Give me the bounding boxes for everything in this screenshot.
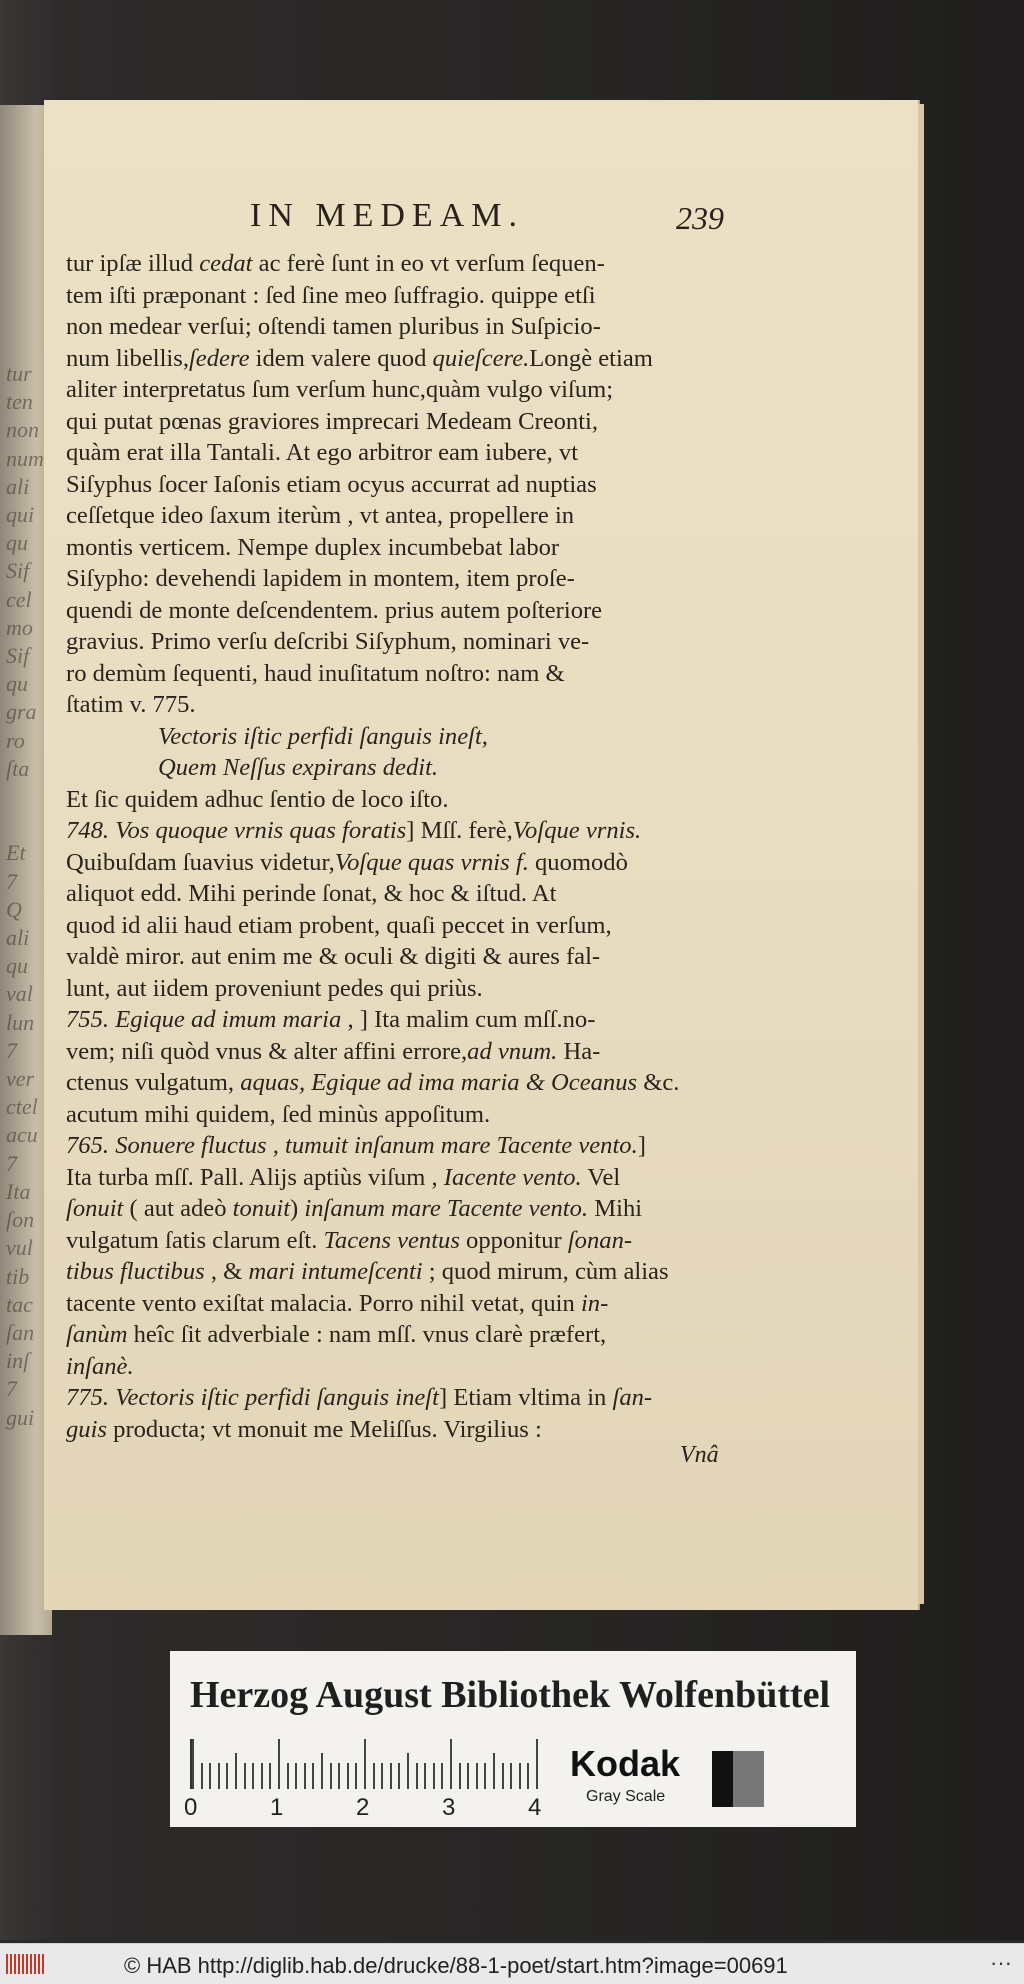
ruler-tick <box>244 1763 246 1789</box>
body-text <box>66 248 730 1445</box>
ruler-tick <box>519 1763 521 1789</box>
ruler-tick <box>261 1763 263 1789</box>
text-line <box>66 1414 730 1446</box>
text-run: vem; niſi quòd vnus & alter affini errore, <box>66 1037 468 1065</box>
ruler-tick <box>467 1763 469 1789</box>
text-run: opponitur <box>459 1226 568 1254</box>
ruler-number: 2 <box>356 1794 370 1821</box>
prev-line: acu <box>6 1122 38 1148</box>
text-run: Longè etiam <box>529 344 653 372</box>
prev-line: Sif <box>6 643 30 669</box>
text-line <box>66 311 730 343</box>
text-line <box>66 1351 730 1383</box>
text-line <box>66 1130 730 1162</box>
text-run: tem iſti præponant : ſed ſine meo ſuffragio. quippe etſi <box>66 281 596 309</box>
ruler-tick <box>433 1763 435 1789</box>
text-line <box>66 595 730 627</box>
text-run: inſanè. <box>66 1352 134 1380</box>
text-run: ſonuit <box>66 1195 124 1222</box>
text-run: Vel <box>581 1163 621 1191</box>
gray-swatch <box>712 1751 764 1807</box>
text-run: ] <box>637 1132 646 1159</box>
text-line <box>66 374 730 406</box>
text-run: 765. Sonuere fluctus , tumuit inſanum mare Tacente vento. <box>66 1132 638 1159</box>
text-run: ; quod mirum, cùm alias <box>422 1258 669 1285</box>
ruler-tick <box>459 1763 461 1789</box>
ruler-tick <box>235 1753 237 1789</box>
text-run: &c. <box>637 1069 680 1096</box>
hab-logo-icon <box>6 1954 46 1974</box>
ruler-tick <box>502 1763 504 1789</box>
ruler-tick <box>493 1753 495 1789</box>
ruler-tick <box>416 1763 418 1789</box>
ruler-tick <box>390 1763 392 1789</box>
text-run: aquas, Egique ad ima maria & Oceanus <box>240 1069 638 1096</box>
text-run: quod id alii haud etiam probent, quaſi peccet in verſum, <box>66 911 612 939</box>
ruler-tick <box>398 1763 400 1789</box>
prev-line: non <box>6 417 39 443</box>
ruler-tick <box>330 1763 332 1789</box>
prev-line: qu <box>6 671 28 697</box>
text-run: lunt, aut iidem proveniunt pedes qui priùs. <box>66 974 483 1002</box>
text-run: inſanum mare Tacente vento. <box>304 1195 589 1222</box>
text-run: 748. Vos quoque vrnis quas foratis <box>66 817 407 844</box>
text-run: guis <box>66 1415 107 1443</box>
text-line <box>66 1288 730 1320</box>
text-line <box>66 689 730 721</box>
text-run: aliter interpretatus ſum verſum hunc,quàm vulgo viſum; <box>66 376 614 403</box>
text-line <box>66 1225 730 1257</box>
text-run: Ita turba mſſ. Pall. Alijs aptiùs viſum , <box>66 1163 444 1191</box>
prev-line: ver <box>6 1066 35 1092</box>
ruler-tick <box>364 1739 366 1789</box>
ruler-tick <box>441 1763 443 1789</box>
text-line <box>66 941 730 973</box>
text-line <box>66 878 730 910</box>
prev-line: tur <box>6 361 32 386</box>
ruler-number: 4 <box>528 1794 542 1821</box>
ruler-tick <box>536 1739 538 1789</box>
ruler-tick <box>450 1739 452 1789</box>
text-line <box>66 532 730 564</box>
text-run: Voſque vrnis. <box>512 817 642 844</box>
text-run: cedat <box>199 250 253 277</box>
text-line <box>66 721 730 753</box>
gray-scale-label: Gray Scale <box>586 1788 666 1805</box>
prev-line: 7 <box>6 868 17 894</box>
ruler-tick <box>381 1763 383 1789</box>
ruler-tick <box>510 1763 512 1789</box>
prev-line: num <box>6 445 44 471</box>
prev-line: cel <box>6 586 32 612</box>
text-run: ac ferè ſunt in eo vt verſum ſequen- <box>252 250 605 277</box>
text-run: ro demùm ſequenti, haud inuſitatum noſtro: nam & <box>66 659 565 687</box>
footer-bar <box>0 1943 1024 1984</box>
text-line <box>66 752 730 784</box>
ruler-tick <box>295 1763 297 1789</box>
ruler-tick <box>476 1763 478 1789</box>
prev-line: ten <box>6 389 33 415</box>
prev-line: qui <box>6 502 35 528</box>
text-line <box>66 406 730 438</box>
running-head: IN MEDEAM. <box>250 197 524 234</box>
text-line <box>66 1256 730 1288</box>
prev-line: Q <box>6 896 22 922</box>
text-run: producta; vt monuit me Meliſſus. Virgilius : <box>107 1415 542 1443</box>
prev-line <box>6 783 48 811</box>
prev-line: vul <box>6 1235 33 1261</box>
prev-line: ali <box>6 925 30 951</box>
ruler-number: 1 <box>270 1794 284 1821</box>
kodak-logo: Kodak <box>570 1743 681 1784</box>
prev-line: gui <box>6 1404 35 1430</box>
prev-line: 7 <box>6 1376 17 1402</box>
text-run: ad vnum. <box>467 1037 558 1065</box>
prev-line: gra <box>6 699 37 725</box>
prev-line: ali <box>6 473 30 499</box>
text-run: Quibuſdam ſuavius videtur, <box>66 848 335 876</box>
prev-line: qu <box>6 530 28 556</box>
text-line <box>66 563 730 595</box>
text-run: Et ſic quidem adhuc ſentio de loco iſto. <box>66 785 449 813</box>
ruler-scale <box>190 1739 552 1789</box>
text-line <box>66 1067 730 1099</box>
ruler-tick <box>347 1763 349 1789</box>
text-run: acutum mihi quidem, ſed minùs appoſitum. <box>66 1100 491 1128</box>
prev-line <box>6 811 48 839</box>
text-line <box>66 1319 730 1351</box>
text-line <box>66 437 730 469</box>
ruler-tick <box>484 1763 486 1789</box>
text-run: aliquot edd. Mihi perinde ſonat, & hoc & iſtud. At <box>66 880 557 907</box>
text-run: ] Etiam vltima in <box>438 1384 613 1411</box>
text-run: ſedere <box>188 344 250 372</box>
text-run: Quem Neſſus expirans dedit. <box>158 754 439 781</box>
text-line <box>66 847 730 879</box>
ruler-tick <box>338 1763 340 1789</box>
more-icon[interactable]: ··· <box>990 1950 1012 1975</box>
text-run: ( aut adeò <box>123 1195 233 1222</box>
color-target-card <box>170 1651 856 1827</box>
prev-line: mo <box>6 614 33 640</box>
ruler-tick <box>278 1739 280 1789</box>
text-run: , & <box>204 1258 249 1285</box>
text-run: , ] Ita malim cum mſſ.no- <box>341 1006 596 1033</box>
prev-line: ſan <box>6 1319 35 1345</box>
library-name: Herzog August Bibliothek Wolfenbüttel <box>190 1674 831 1716</box>
text-run: ] Mſſ. ferè, <box>406 817 513 844</box>
text-run: Siſyphus ſocer Iaſonis etiam ocyus accurrat ad nuptias <box>66 470 597 498</box>
text-run: quendi de monte deſcendentem. prius autem poſteriore <box>66 596 603 624</box>
text-line <box>66 343 730 375</box>
ruler-tick <box>252 1763 254 1789</box>
text-line <box>66 784 730 816</box>
text-run: Siſypho: devehendi lapidem in montem, item proſe- <box>66 565 575 592</box>
ruler-tick <box>355 1763 357 1789</box>
prev-line: 7 <box>6 1037 17 1063</box>
text-run: tibus fluctibus <box>66 1258 205 1285</box>
page-number: 239 <box>676 200 724 236</box>
text-run: tonuit <box>232 1195 291 1222</box>
text-line <box>66 658 730 690</box>
prev-line: tib <box>6 1263 30 1289</box>
text-line <box>66 1036 730 1068</box>
prev-line: ctel <box>6 1094 38 1120</box>
ruler-tick <box>287 1763 289 1789</box>
prev-line: inſ <box>6 1348 30 1374</box>
previous-page-text <box>6 360 48 1432</box>
ruler-tick <box>373 1763 375 1789</box>
text-line <box>66 1099 730 1131</box>
text-run: 755. Egique ad imum maria <box>66 1006 342 1033</box>
text-run: 775. Vectoris iſtic perfidi ſanguis ineſt <box>66 1384 439 1411</box>
text-line <box>66 1162 730 1194</box>
copyright-link[interactable]: © HAB http://diglib.hab.de/drucke/88-1-poet/start.htm?image=00691 <box>124 1953 788 1978</box>
ruler-tick <box>424 1763 426 1789</box>
text-line <box>66 1004 730 1036</box>
prev-line: ſta <box>6 755 30 781</box>
text-run: ſanùm <box>66 1321 128 1348</box>
text-run: tacente vento exiſtat malacia. Porro nihil vetat, quin <box>66 1289 581 1317</box>
ruler-tick <box>201 1763 203 1789</box>
text-run: quieſcere. <box>432 344 530 372</box>
text-run: quàm erat illa Tantali. At ego arbitror eam iubere, vt <box>66 439 579 466</box>
text-run: num libellis, <box>66 344 189 372</box>
text-line <box>66 248 730 280</box>
page-edge <box>918 104 924 1604</box>
text-run: montis verticem. Nempe duplex incumbebat labor <box>66 533 560 561</box>
text-run: in- <box>580 1289 609 1317</box>
text-run: heîc ſit adverbiale : nam mſſ. vnus clarè præfert, <box>127 1321 607 1348</box>
ruler-tick <box>226 1763 228 1789</box>
ruler-tick <box>209 1763 211 1789</box>
text-line <box>66 910 730 942</box>
prev-line: qu <box>6 953 28 979</box>
prev-line: val <box>6 981 33 1007</box>
text-line <box>66 280 730 312</box>
ruler-tick <box>321 1753 323 1789</box>
text-run: ſan- <box>612 1384 653 1411</box>
text-run: gravius. Primo verſu deſcribi Siſyphum, nominari ve- <box>66 628 590 655</box>
text-run: ctenus vulgatum, <box>66 1069 241 1096</box>
text-run: non medear verſui; oſtendi tamen pluribus in Suſpicio- <box>66 313 601 340</box>
text-line <box>66 626 730 658</box>
text-run: qui putat pœnas graviores imprecari Medeam Creonti, <box>66 407 599 435</box>
text-run: ) <box>290 1195 305 1222</box>
text-run: Tacens ventus <box>323 1226 460 1254</box>
prev-line: tac <box>6 1291 33 1317</box>
prev-line: ſon <box>6 1207 35 1233</box>
text-line <box>66 815 730 847</box>
text-run: ſtatim v. 775. <box>66 691 196 718</box>
ruler-tick <box>218 1763 220 1789</box>
text-run: Voſque quas vrnis f. <box>334 848 529 876</box>
text-line <box>66 973 730 1005</box>
prev-line: Et <box>6 840 26 866</box>
prev-line: ro <box>6 727 25 753</box>
text-line <box>66 500 730 532</box>
text-run: quomodò <box>528 848 628 876</box>
text-run: Mihi <box>588 1195 643 1222</box>
ruler-tick <box>312 1763 314 1789</box>
ruler-tick <box>304 1763 306 1789</box>
ruler-number: 3 <box>442 1794 456 1821</box>
text-line <box>66 1193 730 1225</box>
text-run: Iacente vento. <box>443 1163 582 1191</box>
ruler-number: 0 <box>184 1794 198 1821</box>
text-run: tur ipſæ illud <box>66 250 200 277</box>
prev-line: 7 <box>6 1150 17 1176</box>
text-line <box>66 469 730 501</box>
text-run: ſonan- <box>567 1226 633 1254</box>
text-line <box>66 1382 730 1414</box>
text-run: Vectoris iſtic perfidi ſanguis ineſt, <box>158 722 488 750</box>
text-run: vulgatum ſatis clarum eſt. <box>66 1226 324 1254</box>
catchword: Vnâ <box>680 1442 719 1468</box>
prev-line: lun <box>6 1009 35 1035</box>
text-run: mari intumeſcenti <box>248 1258 423 1285</box>
text-run: valdè miror. aut enim me & oculi & digiti & aures fal- <box>66 943 601 970</box>
ruler-tick <box>527 1763 529 1789</box>
text-run: idem valere quod <box>249 344 433 372</box>
prev-line: Ita <box>6 1178 31 1204</box>
ruler-tick <box>192 1739 194 1789</box>
text-run: ceſſetque ideo ſaxum iterùm , vt antea, propellere in <box>66 502 575 529</box>
text-run: Ha- <box>557 1037 601 1065</box>
ruler-tick <box>269 1763 271 1789</box>
ruler-tick <box>407 1753 409 1789</box>
prev-line: Sif <box>6 558 30 584</box>
